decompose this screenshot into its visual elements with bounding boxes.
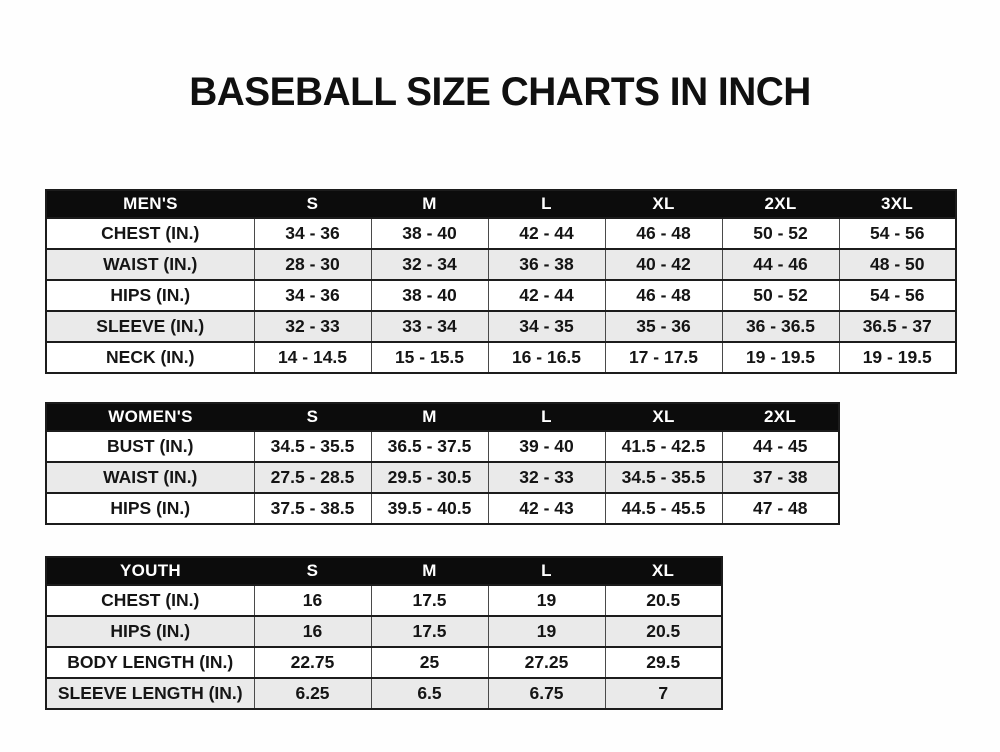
size-column-header: L [488,557,605,585]
size-value: 20.5 [605,585,722,616]
measurement-label: SLEEVE (IN.) [46,311,254,342]
size-value: 36.5 - 37.5 [371,431,488,462]
size-value: 19 [488,585,605,616]
size-value: 16 - 16.5 [488,342,605,373]
size-value: 50 - 52 [722,218,839,249]
size-value: 41.5 - 42.5 [605,431,722,462]
size-value: 54 - 56 [839,218,956,249]
size-value: 34 - 36 [254,218,371,249]
page-title: BASEBALL SIZE CHARTS IN INCH [189,70,811,114]
measurement-label: CHEST (IN.) [46,218,254,249]
measurement-label: SLEEVE LENGTH (IN.) [46,678,254,709]
size-value: 6.5 [371,678,488,709]
youth-header-row [46,557,722,585]
size-value: 16 [254,585,371,616]
size-column-header: S [254,557,371,585]
size-value: 40 - 42 [605,249,722,280]
size-column-header: S [254,403,371,431]
size-value: 36 - 38 [488,249,605,280]
size-value: 42 - 44 [488,280,605,311]
size-value: 7 [605,678,722,709]
size-column-header: XL [605,557,722,585]
mens-table-title-cell: MEN'S [46,190,254,218]
measurement-label: HIPS (IN.) [46,280,254,311]
size-value: 16 [254,616,371,647]
womens-size-table [45,402,840,525]
table-row [46,493,839,524]
size-value: 38 - 40 [371,280,488,311]
measurement-label: BODY LENGTH (IN.) [46,647,254,678]
size-value: 39 - 40 [488,431,605,462]
size-value: 6.25 [254,678,371,709]
size-value: 28 - 30 [254,249,371,280]
size-value: 34 - 35 [488,311,605,342]
table-row [46,342,956,373]
size-value: 14 - 14.5 [254,342,371,373]
measurement-label: BUST (IN.) [46,431,254,462]
size-value: 38 - 40 [371,218,488,249]
size-value: 48 - 50 [839,249,956,280]
table-row [46,462,839,493]
measurement-label: HIPS (IN.) [46,493,254,524]
size-value: 34.5 - 35.5 [605,462,722,493]
size-value: 29.5 - 30.5 [371,462,488,493]
measurement-label: WAIST (IN.) [46,462,254,493]
size-value: 46 - 48 [605,218,722,249]
youth-table-title-cell: YOUTH [46,557,254,585]
size-column-header: 2XL [722,190,839,218]
size-value: 35 - 36 [605,311,722,342]
size-value: 27.5 - 28.5 [254,462,371,493]
table-row [46,616,722,647]
measurement-label: NECK (IN.) [46,342,254,373]
size-value: 37.5 - 38.5 [254,493,371,524]
size-value: 50 - 52 [722,280,839,311]
size-value: 36 - 36.5 [722,311,839,342]
table-row [46,678,722,709]
size-column-header: M [371,190,488,218]
size-value: 19 - 19.5 [839,342,956,373]
table-row [46,311,956,342]
size-value: 42 - 43 [488,493,605,524]
size-column-header: 3XL [839,190,956,218]
size-value: 44.5 - 45.5 [605,493,722,524]
size-value: 27.25 [488,647,605,678]
size-value: 44 - 45 [722,431,839,462]
size-value: 32 - 34 [371,249,488,280]
size-value: 6.75 [488,678,605,709]
size-column-header: L [488,190,605,218]
womens-header-row [46,403,839,431]
mens-header-row [46,190,956,218]
size-value: 17 - 17.5 [605,342,722,373]
measurement-label: CHEST (IN.) [46,585,254,616]
size-value: 42 - 44 [488,218,605,249]
size-column-header: M [371,557,488,585]
size-column-header: M [371,403,488,431]
size-value: 44 - 46 [722,249,839,280]
size-value: 19 - 19.5 [722,342,839,373]
size-column-header: S [254,190,371,218]
table-row [46,249,956,280]
mens-size-table [45,189,957,374]
measurement-label: HIPS (IN.) [46,616,254,647]
size-value: 22.75 [254,647,371,678]
measurement-label: WAIST (IN.) [46,249,254,280]
womens-table-title-cell: WOMEN'S [46,403,254,431]
size-value: 47 - 48 [722,493,839,524]
table-row [46,431,839,462]
size-value: 15 - 15.5 [371,342,488,373]
table-row [46,218,956,249]
size-value: 17.5 [371,585,488,616]
youth-size-table [45,556,723,710]
size-value: 29.5 [605,647,722,678]
size-value: 39.5 - 40.5 [371,493,488,524]
size-value: 20.5 [605,616,722,647]
size-value: 36.5 - 37 [839,311,956,342]
size-value: 37 - 38 [722,462,839,493]
size-charts-container [45,189,957,710]
size-value: 17.5 [371,616,488,647]
size-value: 34 - 36 [254,280,371,311]
size-value: 25 [371,647,488,678]
table-row [46,585,722,616]
size-value: 33 - 34 [371,311,488,342]
size-value: 19 [488,616,605,647]
size-column-header: 2XL [722,403,839,431]
size-value: 54 - 56 [839,280,956,311]
size-value: 34.5 - 35.5 [254,431,371,462]
size-value: 32 - 33 [488,462,605,493]
size-column-header: XL [605,190,722,218]
size-column-header: XL [605,403,722,431]
size-column-header: L [488,403,605,431]
size-value: 32 - 33 [254,311,371,342]
size-value: 46 - 48 [605,280,722,311]
table-row [46,280,956,311]
table-row [46,647,722,678]
